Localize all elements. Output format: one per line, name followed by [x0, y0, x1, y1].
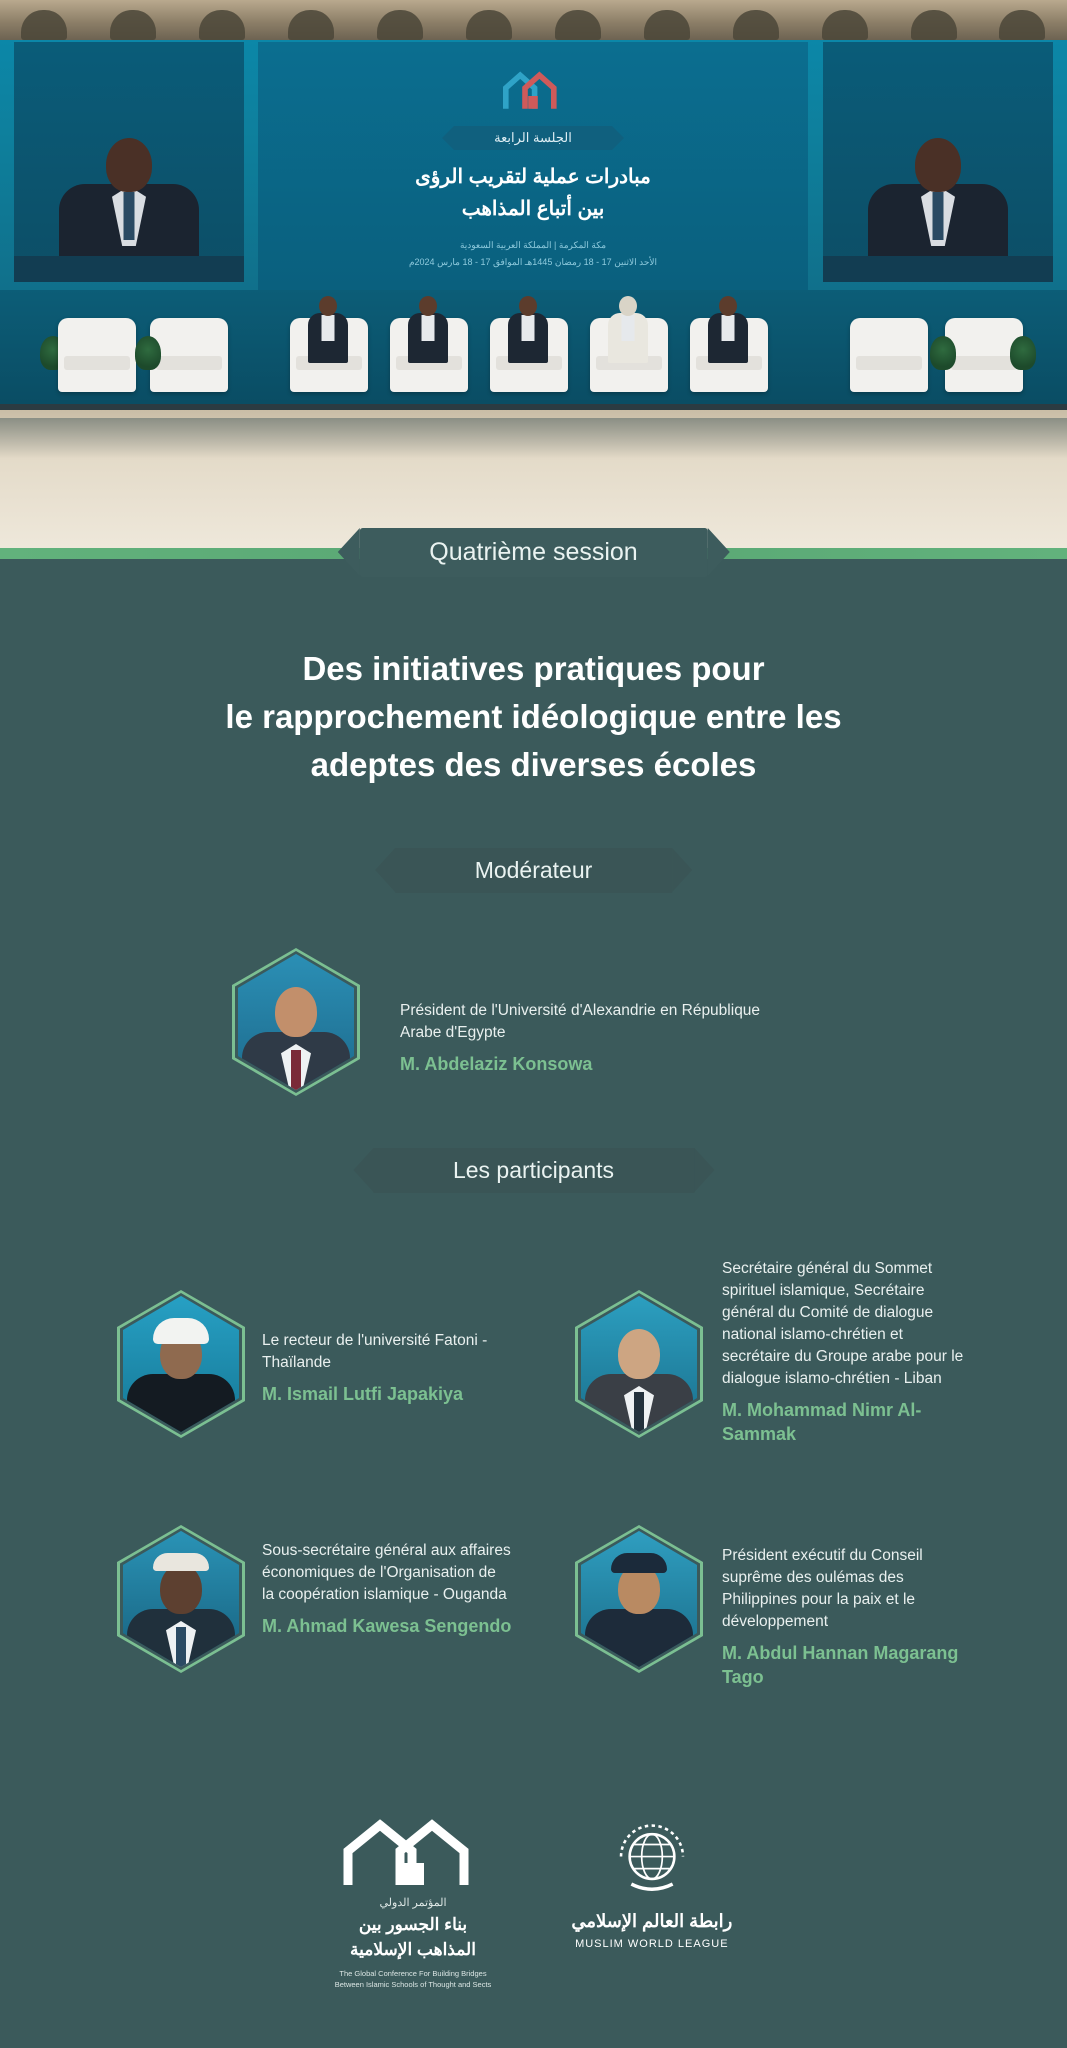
mwl-english-name: MUSLIM WORLD LEAGUE [575, 1938, 729, 1950]
page-title-line3: adeptes des diverses écoles [310, 745, 757, 783]
moderator-avatar [232, 948, 360, 1096]
participant-info-2 [722, 1258, 972, 1447]
participant-info-1 [262, 1330, 512, 1406]
mwl-arabic-name: رابطة العالم الإسلامي [571, 1911, 733, 1931]
conference-en-line1: The Global Conference For Building Bridges [339, 1968, 487, 1978]
participant-avatar-3 [117, 1525, 245, 1673]
participant-name-4: M. Abdul Hannan Magarang Tago [722, 1643, 959, 1688]
conference-brand [335, 1817, 492, 1990]
section-header-participants: Les participants [373, 1148, 694, 1193]
conference-ar-small: المؤتمر الدولي [379, 1897, 447, 1909]
participant-avatar-4 [575, 1525, 703, 1673]
screen-location: مكة المكرمة | المملكة العربية السعودية [459, 240, 607, 250]
left-side-screen [14, 42, 244, 282]
screen-session-tag: الجلسة الرابعة [454, 126, 612, 150]
moderator-role: Président de l'Université d'Alexandrie en République Arabe d'Egypte [400, 1002, 761, 1041]
page-title [94, 645, 974, 789]
page-title-line1: Des initiatives pratiques pour [302, 650, 765, 687]
screen-title-line2: بين أتباع المذاهب [461, 198, 605, 220]
ceiling-band [0, 0, 1067, 40]
session-badge: Quatrième session [359, 528, 707, 577]
participant-role-3: Sous-secrétaire général aux affaires économiques de l'Organisation de la coopération islamique - Ouganda [262, 1542, 511, 1603]
mwl-brand [571, 1817, 732, 1950]
moderator-block [232, 948, 360, 1096]
participant-info-3 [262, 1540, 512, 1638]
bridges-logo-icon [501, 64, 565, 112]
participant-name-3: M. Ahmad Kawesa Sengendo [262, 1616, 512, 1636]
right-side-screen [823, 42, 1053, 282]
page-title-line2: le rapprochement idéologique entre les [225, 697, 842, 735]
section-header-moderator: Modérateur [395, 848, 673, 893]
participant-name-1: M. Ismail Lutfi Japakiya [262, 1384, 464, 1404]
participant-name-2: M. Mohammad Nimr Al-Sammak [722, 1400, 922, 1445]
conference-ar-line1: بناء الجسور بين [358, 1914, 468, 1934]
participant-avatar-2 [575, 1290, 703, 1438]
moderator-name: M. Abdelaziz Konsowa [400, 1054, 593, 1074]
moderator-info [400, 1000, 790, 1076]
conference-ar-line2: المذاهب الإسلامية [350, 1940, 476, 1959]
main-stage-screen [258, 42, 808, 302]
bridges-logo-footer-icon [335, 1817, 492, 1889]
participant-role-2: Secrétaire général du Sommet spirituel islamique, Secrétaire général du Comité de dialogue national islamo-chrétien et secrétaire du Groupe arabe pour le dialogue islamo-chrétien - Liban [722, 1260, 964, 1387]
muslim-world-league-logo-icon [571, 1817, 732, 1903]
panel-seating [0, 300, 1067, 400]
participant-role-4: Président exécutif du Conseil suprême des oulémas des Philippines pour la paix et le développement [722, 1547, 923, 1630]
participant-avatar-1 [117, 1290, 245, 1438]
conference-arabic-name [335, 1895, 492, 1963]
screen-title-line1: مبادرات عملية لتقريب الرؤى [415, 166, 651, 188]
floor-reflection [0, 418, 1067, 458]
footer-brands [0, 1817, 1067, 1990]
screen-dates: الأحد الاثنين 17 - 18 رمضان 1445هـ الموافق 17 - 18 مارس 2024م [408, 257, 658, 268]
hero-photo [0, 0, 1067, 555]
participant-info-4 [722, 1545, 972, 1690]
conference-english-name [335, 1968, 492, 1991]
conference-en-line2: Between Islamic Schools of Thought and Sects [334, 1979, 492, 1989]
ceiling-arches [0, 0, 1067, 40]
participant-role-1: Le recteur de l'université Fatoni -Thaïlande [262, 1332, 488, 1371]
